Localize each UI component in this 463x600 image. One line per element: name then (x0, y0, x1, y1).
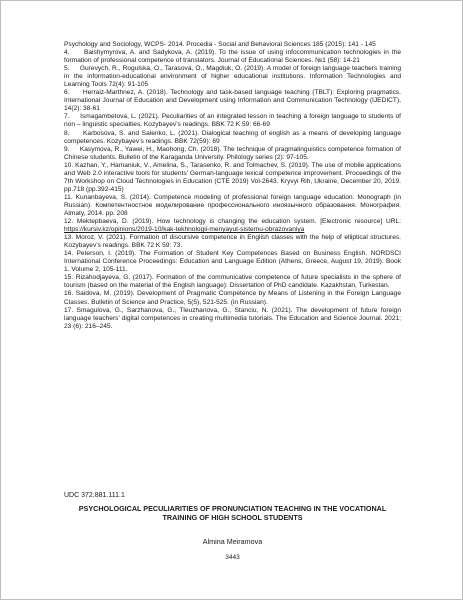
reference-item (64, 218, 401, 234)
reference-item: 13. Moroz, V. (2021). Formation of discursive competence in English classes with the help of elliptical structures. Kozybayev’s readings. BBK 72 K 59: 73. (64, 234, 401, 250)
reference-item: 16. Saidova, M. (2019). Development of Pragmatic Competence by Means of Listening in the Foreign Language Classes. Bulletin of Science and Practice, 5(5), 521-525. (in Russian). (64, 290, 401, 306)
article-author: Almina Meiramova (202, 537, 263, 546)
reference-item: 5. Gurevych, R., Rogulska, O., Tarasova, O., Magdiuk, O. (2019). A model of foreign language teachers training in the information-educational environment of higher educational institutions. Information Technologies and Learning Tools 72(4): 91-105 (64, 65, 401, 89)
reference-url-link[interactable]: https://kursiv.kz/opinions/2019-10/kak-tekhnologii-menyayut-sistemu-obrazovaniya (64, 226, 305, 234)
reference-item: Psychology and Sociology, WCPS- 2014. Procedia - Social and Behavioral Sciences 185 (2015): 141 - 145 (64, 41, 376, 48)
reference-list (64, 41, 401, 331)
reference-item: 10. Kazhan, Y., Hamaniuk, V., Amelina, S., Tarasenko, R. and Tolmachev, S. (2019). The use of mobile applications and Web 2.0 interactive tools for students’ German-language lexical competence improvement. Proceedings of the 7th Workshop on Cloud Technologies in Education (CTE 2019) Vol-2643. Kryvyi Rih, Ukraine, December 20, 2019. pp.718 (pp.392-415) (64, 161, 401, 193)
reference-text: 12. Mektepbaeva, D. (2019). How technology is changing the education system. [Electronic resource] URL: (64, 218, 401, 226)
reference-item: 9. Kasymova, R., Yawei, H., Maohong, Ch. (2018). The technique of pragmalinguistics competence formation of Chinese students. Bulletin of the Karaganda University. Philology series (2): 97-105. (64, 145, 401, 161)
page-number: 3443 (225, 554, 240, 561)
reference-item: 17. Smagulova, G., Sarzhanova, G., Tleuzhanova, G., Stanciu, N. (2021). The development of future foreign language teachers’ digital competences in creating multimedia tutorials. The Education and Science Journal. 2021; 23 (6): 216–245. (64, 306, 401, 330)
article-title: PSYCHOLOGICAL PECULIARITIES OF PRONUNCIATION TEACHING IN THE VOCATIONAL TRAINING OF HIGH SCHOOL STUDENTS (78, 504, 387, 522)
reference-item: 15. Rizahodjayeva, G. (2017). Formation of the communicative competence of future specialists in the sphere of tourism (based on the material of the English language): Dissertation of PhD candidate. Kazakhstan, Turkestan. (64, 274, 401, 290)
reference-item: 7. Ismagambetova, L. (2021). Peculiarities of an integrated lesson in teaching a foreign language to students of non – linguistic specialties. Kozybayev’s readings. BBK 72 K 59: 66-69 (64, 113, 401, 129)
reference-item: 14. Peterson, I. (2019). The Formation of Student Key Competences Based on Business English. NORDSCI International Conference Proceedings: Education and Language Edition (Athens, Greece, August 19, 2019). Book 1. Volume 2, 105-111. (64, 250, 401, 274)
reference-item: 11. Kunanbayeva, S. (2014). Competence modeling of professional foreign language education. Monograph (in Russian). Компетентностное моделирование профессионального иноязычного образования. Монография. Almaty, 2014. pp. 208 (64, 193, 401, 217)
udc-code: UDC 372.881.111.1 (64, 492, 125, 499)
reference-item: 4. Baishymyrova, A. and Sadykova, A. (2019). To the issue of using infocommunication technologies in the formation of professional competence of translators. Journal of Educational Sciences. №1 (58): 14-21 (64, 49, 401, 65)
reference-item: 6. Herraiz-Marthnez, A. (2018). Technology and task-based language teaching (TBLT): Exploring pragmatics. International Journal of Education and Development using Information and Communication Technology (IJEDICT), 14(2): 38-61 (64, 89, 401, 113)
reference-item: 8. Karbosova, S. and Salenko, L. (2021). Dialogical teaching of english as a means of developing language competences. Kozybayev’s readings. BBK 72(59): 69 (64, 129, 401, 145)
